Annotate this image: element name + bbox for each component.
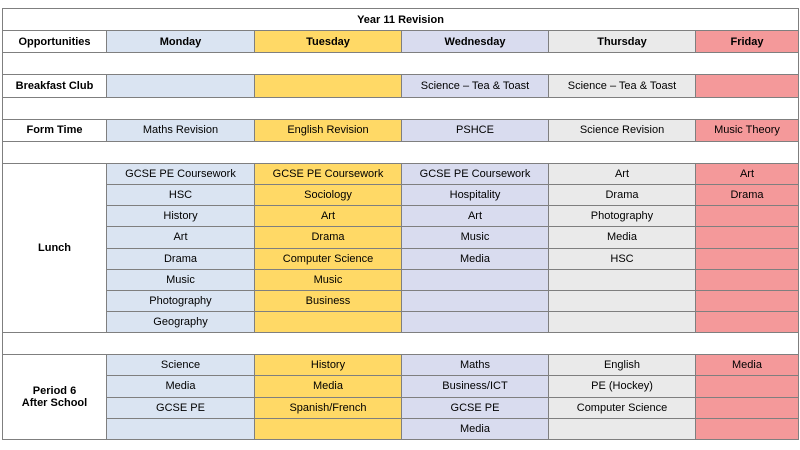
lunch-cell: Drama	[107, 248, 255, 269]
form-time-label: Form Time	[3, 119, 107, 141]
lunch-cell	[696, 248, 799, 269]
spacer-row	[3, 141, 799, 163]
lunch-cell	[696, 290, 799, 311]
lunch-cell: Drama	[255, 227, 402, 248]
period6-cell: Media	[255, 376, 402, 397]
form-time-friday: Music Theory	[696, 119, 799, 141]
form-time-wednesday: PSHCE	[402, 119, 549, 141]
lunch-cell: Art	[107, 227, 255, 248]
lunch-cell	[696, 269, 799, 290]
lunch-cell	[549, 311, 696, 332]
period6-label-line1: Period 6	[32, 385, 77, 398]
period6-cell	[107, 418, 255, 439]
lunch-cell	[402, 311, 549, 332]
header-monday: Monday	[107, 31, 255, 53]
lunch-cell: Media	[549, 227, 696, 248]
breakfast-friday	[696, 75, 799, 97]
lunch-cell: Photography	[549, 206, 696, 227]
lunch-cell: GCSE PE Coursework	[402, 163, 549, 184]
period6-cell: Media	[696, 355, 799, 376]
lunch-cell	[402, 269, 549, 290]
period6-cell	[696, 397, 799, 418]
lunch-cell	[549, 290, 696, 311]
lunch-cell: Art	[696, 163, 799, 184]
form-time-monday: Maths Revision	[107, 119, 255, 141]
lunch-cell	[402, 290, 549, 311]
lunch-cell: Art	[402, 206, 549, 227]
period6-cell: Computer Science	[549, 397, 696, 418]
lunch-cell: Art	[255, 206, 402, 227]
lunch-cell: Drama	[696, 185, 799, 206]
lunch-cell: Art	[549, 163, 696, 184]
lunch-cell	[696, 227, 799, 248]
revision-timetable	[2, 8, 799, 440]
lunch-cell: History	[107, 206, 255, 227]
lunch-cell: GCSE PE Coursework	[255, 163, 402, 184]
period6-cell: Business/ICT	[402, 376, 549, 397]
lunch-cell: Drama	[549, 185, 696, 206]
lunch-cell: Sociology	[255, 185, 402, 206]
header-wednesday: Wednesday	[402, 31, 549, 53]
lunch-cell: GCSE PE Coursework	[107, 163, 255, 184]
breakfast-club-label: Breakfast Club	[3, 75, 107, 97]
breakfast-tuesday	[255, 75, 402, 97]
header-tuesday: Tuesday	[255, 31, 402, 53]
period6-cell: History	[255, 355, 402, 376]
page-title: Year 11 Revision	[3, 9, 799, 31]
period6-cell: GCSE PE	[402, 397, 549, 418]
breakfast-wednesday: Science – Tea & Toast	[402, 75, 549, 97]
form-time-tuesday: English Revision	[255, 119, 402, 141]
breakfast-monday	[107, 75, 255, 97]
lunch-cell: HSC	[107, 185, 255, 206]
header-opportunities: Opportunities	[3, 31, 107, 53]
lunch-label: Lunch	[3, 163, 107, 332]
header-thursday: Thursday	[549, 31, 696, 53]
spacer-row	[3, 333, 799, 355]
period6-cell: English	[549, 355, 696, 376]
lunch-cell	[696, 206, 799, 227]
period6-label	[3, 355, 107, 440]
spacer-row	[3, 97, 799, 119]
lunch-cell: Hospitality	[402, 185, 549, 206]
spacer-row	[3, 53, 799, 75]
period6-cell: Spanish/French	[255, 397, 402, 418]
lunch-cell	[549, 269, 696, 290]
lunch-cell: HSC	[549, 248, 696, 269]
period6-cell: GCSE PE	[107, 397, 255, 418]
period6-cell: Science	[107, 355, 255, 376]
lunch-cell: Business	[255, 290, 402, 311]
lunch-cell	[255, 311, 402, 332]
period6-cell: Maths	[402, 355, 549, 376]
period6-cell: Media	[402, 418, 549, 439]
period6-cell	[696, 418, 799, 439]
period6-cell	[549, 418, 696, 439]
breakfast-thursday: Science – Tea & Toast	[549, 75, 696, 97]
period6-cell: PE (Hockey)	[549, 376, 696, 397]
lunch-cell: Media	[402, 248, 549, 269]
lunch-cell: Music	[107, 269, 255, 290]
period6-cell	[255, 418, 402, 439]
lunch-cell: Computer Science	[255, 248, 402, 269]
lunch-cell: Music	[255, 269, 402, 290]
period6-label-line2: After School	[21, 397, 88, 410]
period6-cell	[696, 376, 799, 397]
period6-cell: Media	[107, 376, 255, 397]
lunch-cell: Geography	[107, 311, 255, 332]
lunch-cell	[696, 311, 799, 332]
header-friday: Friday	[696, 31, 799, 53]
lunch-cell: Photography	[107, 290, 255, 311]
lunch-cell: Music	[402, 227, 549, 248]
form-time-thursday: Science Revision	[549, 119, 696, 141]
